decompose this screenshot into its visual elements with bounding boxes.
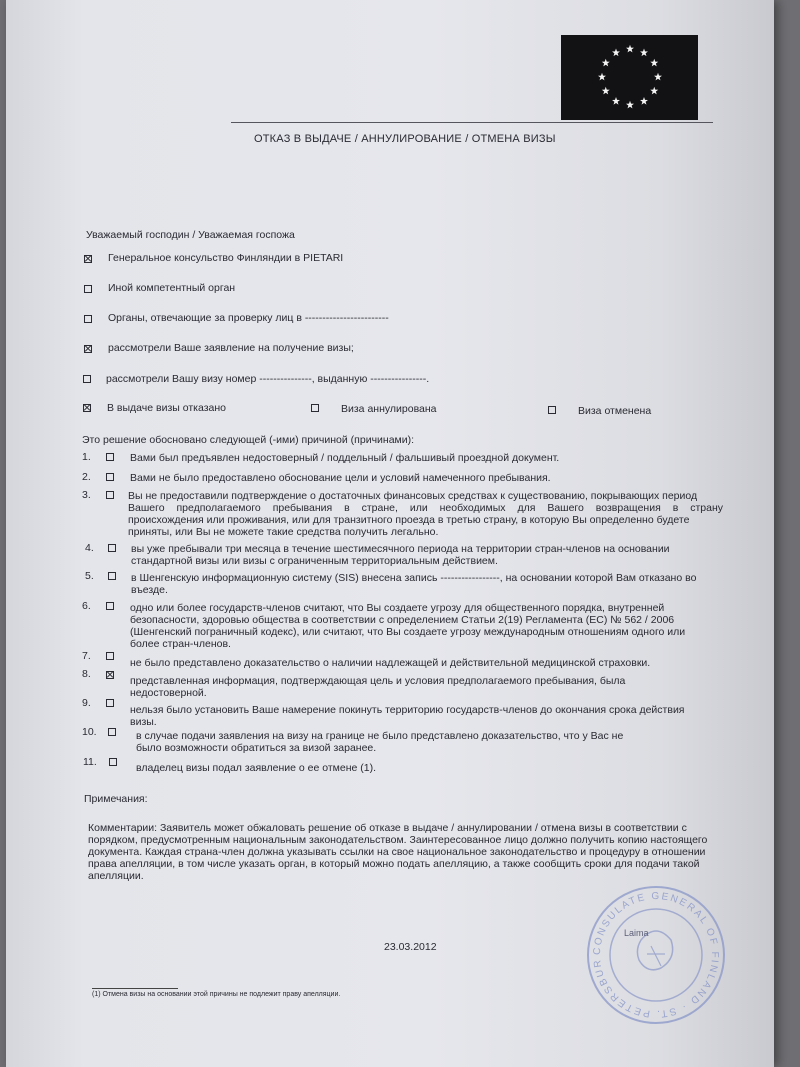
reason-text: [131, 572, 696, 596]
reason-text: [130, 602, 685, 650]
document-date: 23.03.2012: [384, 941, 437, 953]
reason-line: приняты, или Вы не можете такие средства получить легально.: [128, 526, 439, 538]
footnote-rule: [92, 988, 178, 989]
checkbox-reason-10[interactable]: [108, 728, 116, 736]
reason-text: [136, 762, 376, 774]
reason-text: [130, 704, 685, 728]
checkbox-reason-5[interactable]: [108, 572, 116, 580]
reason-line: недостоверной.: [130, 687, 207, 699]
reason-text: [131, 543, 670, 567]
signature: Laima: [624, 928, 649, 938]
reason-text: [128, 490, 723, 538]
checkbox-visa-refused[interactable]: [83, 404, 91, 412]
star-icon: [654, 73, 662, 81]
comment-line: права апелляции, в том числе указать орган, в который можно подать апелляцию, а также сообщить сроки для подачи такой: [88, 858, 700, 870]
comment-line: Комментарии: Заявитель может обжаловать решение об отказе в выдаче / аннулировании / отмена визы в соответствии с: [88, 822, 687, 834]
reason-line: было возможности обратиться за визой заранее.: [136, 742, 377, 754]
decision-annulled: Виза аннулирована: [341, 403, 437, 415]
checkbox-consulate[interactable]: [84, 255, 92, 263]
reason-text: [130, 675, 625, 699]
reason-text: [136, 730, 623, 754]
eu-stars-icon: [561, 35, 698, 120]
reason-number: 8.: [82, 668, 91, 680]
star-icon: [650, 59, 658, 67]
reason-number: 9.: [82, 697, 91, 709]
comment-line: порядком, предусмотренным национальным законодательством. Заинтересованное лицо должно получить копию настоящего: [88, 834, 708, 846]
reason-number: 10.: [82, 726, 97, 738]
reason-line: въезде.: [131, 584, 168, 596]
decision-refused: В выдаче визы отказано: [107, 402, 226, 414]
checkbox-reason-6[interactable]: [106, 602, 114, 610]
greeting: Уважаемый господин / Уважаемая госпожа: [86, 229, 295, 241]
reason-line: не было представлено доказательство о наличии надлежащей и действительной медицинской страховки.: [130, 657, 651, 669]
checkbox-reason-8[interactable]: [106, 671, 114, 679]
reason-text: [130, 657, 650, 669]
stamp-text: CONSULATE GENERAL OF FINLAND · ST. PETERSBUR: [591, 890, 721, 1020]
reason-number: 11.: [83, 756, 97, 768]
comment-line: апелляции.: [88, 870, 144, 882]
star-icon: [602, 59, 610, 67]
reason-number: 2.: [82, 471, 91, 483]
star-icon: [640, 97, 648, 105]
checkbox-reviewed-application[interactable]: [84, 345, 92, 353]
reason-line: одно или более государств-членов считают, что Вы создаете угрозу для общественного порядка, внутренней: [130, 602, 665, 614]
star-icon: [602, 87, 610, 95]
authority-other: Иной компетентный орган: [108, 282, 236, 294]
reason-line: (Шенгенский пограничный кодекс), или считают, что Вы создаете угрозу международным отношениям одного или: [130, 626, 686, 638]
checkbox-visa-annulled[interactable]: [311, 404, 319, 412]
reason-line: визы.: [130, 716, 157, 728]
checkbox-reason-7[interactable]: [106, 652, 114, 660]
reason-line: владелец визы подал заявление о ее отмене (1).: [136, 762, 377, 774]
reason-line: в случае подачи заявления на визу на границе не было представлено доказательство, что у Вас не: [136, 730, 624, 742]
checkbox-reason-1[interactable]: [106, 453, 114, 461]
reason-line: Вы не предоставили подтверждение о достаточных финансовых средствах к существованию, покрывающих период: [128, 490, 698, 502]
reason-line: происхождения или проживания, или для транзитного проезда в третью страну, в которую Вы определенно будете: [128, 514, 690, 526]
reason-number: 3.: [82, 489, 91, 501]
checkbox-visa-revoked[interactable]: [548, 406, 556, 414]
star-icon: [626, 101, 634, 109]
authority-border-control: Органы, отвечающие за проверку лиц в ------------------------: [108, 312, 389, 324]
reason-line: стандартной визы или визы с ограниченным территориальным действием.: [131, 555, 498, 567]
reason-line: вы уже пребывали три месяца в течение шестимесячного периода на территории стран-членов на основании: [131, 543, 670, 555]
checkbox-reason-4[interactable]: [108, 544, 116, 552]
reason-line: нельзя было установить Ваше намерение покинуть территорию государств-членов до окончания срока действия: [130, 704, 685, 716]
reason-line: Вами не было предоставлено обоснование цели и условий намеченного пребывания.: [130, 472, 551, 484]
star-icon: [640, 49, 648, 57]
comments-paragraph: [88, 822, 718, 882]
checkbox-reason-2[interactable]: [106, 473, 114, 481]
star-icon: [612, 49, 620, 57]
authority-consulate: Генеральное консульство Финляндии в PIETARI: [108, 252, 344, 264]
document-page: [6, 0, 774, 1067]
checkbox-other-authority[interactable]: [84, 285, 92, 293]
reason-number: 7.: [82, 650, 91, 662]
svg-text:CONSULATE GENERAL OF FINLAND ·: [581, 880, 720, 1019]
comment-line: документа. Каждая страна-член должна указывать ссылки на свое национальное законодательство и процедуру в отношении: [88, 846, 706, 858]
reviewed-visa: рассмотрели Вашу визу номер ---------------, выданную ----------------.: [106, 373, 430, 385]
reasons-intro: Это решение обосновано следующей (-ими) причиной (причинами):: [82, 434, 415, 446]
checkbox-border-control[interactable]: [84, 315, 92, 323]
reason-line: более стран-членов.: [130, 638, 231, 650]
star-icon: [612, 97, 620, 105]
reason-text: [130, 472, 551, 484]
star-icon: [626, 45, 634, 53]
reason-number: 6.: [82, 600, 91, 612]
reason-line: Вами был предъявлен недостоверный / поддельный / фальшивый проездной документ.: [130, 452, 560, 464]
reason-number: 4.: [85, 542, 94, 554]
reason-line: представленная информация, подтверждающая цель и условия предполагаемого пребывания, была: [130, 675, 626, 687]
eu-flag: [561, 35, 698, 120]
reason-line: в Шенгенскую информационную систему (SIS) внесена запись -----------------, на основании которой Вам отказано во: [131, 572, 697, 584]
consulate-stamp: [581, 880, 731, 1035]
checkbox-reason-11[interactable]: [109, 758, 117, 766]
reason-text: [130, 452, 559, 464]
document-title: ОТКАЗ В ВЫДАЧЕ / АННУЛИРОВАНИЕ / ОТМЕНА ВИЗЫ: [254, 133, 556, 145]
header-rule: [231, 122, 713, 123]
reason-number: 1.: [82, 451, 91, 463]
checkbox-reason-3[interactable]: [106, 491, 114, 499]
checkbox-reason-9[interactable]: [106, 699, 114, 707]
star-icon: [650, 87, 658, 95]
checkbox-reviewed-visa[interactable]: [83, 375, 91, 383]
reason-line: безопасности, здоровью общества в соответствии с определением Статьи 2(19) Регламента (EC) № 562 / 2006: [130, 614, 675, 626]
decision-revoked: Виза отменена: [578, 405, 652, 417]
reviewed-application: рассмотрели Ваше заявление на получение визы;: [108, 342, 354, 354]
star-icon: [598, 73, 606, 81]
reason-number: 5.: [85, 570, 94, 582]
notes-label: Примечания:: [84, 793, 148, 805]
reason-line: Вашего предполагаемого пребывания в стране, или необходимых для Вашего возвращения в страну: [128, 502, 723, 514]
footnote: (1) Отмена визы на основании этой причины не подлежит праву апелляции.: [92, 991, 341, 998]
